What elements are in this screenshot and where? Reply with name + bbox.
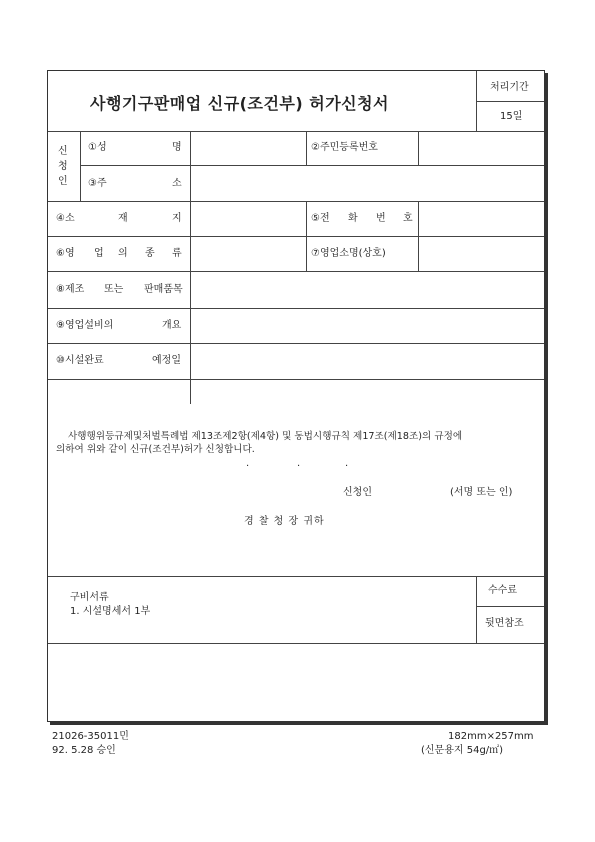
name-input-cell[interactable] (191, 132, 305, 165)
application-form (47, 70, 545, 722)
facility-label: ⑨영업설비의 (56, 320, 114, 331)
divider (476, 101, 544, 102)
items-label-end: 판매품목 (144, 284, 183, 295)
processing-period-value: 15일 (500, 111, 523, 122)
items-label: ⑧제조 (56, 284, 85, 295)
completion-label-end: 예정일 (152, 355, 181, 366)
completion-input-cell[interactable] (191, 344, 543, 379)
business-name-input-cell[interactable] (419, 237, 543, 271)
documents-item-1: 1. 시설명세서 1부 (70, 606, 151, 617)
business-type-label-4: 종 (145, 248, 155, 259)
phone-label-end: 호 (403, 213, 413, 224)
applicant-group-label-3: 인 (58, 176, 68, 187)
applicant-group-label-2: 청 (58, 161, 68, 172)
divider (80, 131, 81, 201)
facility-input-cell[interactable] (191, 309, 543, 343)
phone-label: ⑤전 (311, 213, 330, 224)
location-input-cell[interactable] (191, 202, 305, 236)
recipient: 경 찰 청 장 귀하 (244, 516, 325, 527)
completion-label: ⑩시설완료 (56, 355, 104, 366)
items-input-cell[interactable] (191, 272, 543, 307)
location-label-end: 지 (172, 213, 182, 224)
address-label-end: 소 (172, 178, 182, 189)
resident-no-label: ②주민등록번호 (311, 142, 378, 153)
divider (48, 643, 544, 644)
resident-no-input-cell[interactable] (419, 132, 543, 165)
business-type-label-3: 의 (118, 248, 128, 259)
divider (306, 131, 307, 165)
business-type-label-5: 류 (172, 248, 182, 259)
phone-label-mid2: 번 (376, 213, 386, 224)
signature-note: (서명 또는 인) (450, 487, 513, 498)
business-type-label: ⑥영 (56, 248, 75, 259)
paper-size: 182mm×257mm (448, 731, 534, 742)
phone-input-cell[interactable] (419, 202, 543, 236)
facility-label-end: 개요 (162, 320, 182, 331)
date-dot-year: . (246, 458, 250, 469)
location-label-mid: 재 (118, 213, 128, 224)
business-type-input-cell[interactable] (191, 237, 305, 271)
address-label: ③주 (88, 178, 107, 189)
form-title: 사행기구판매업 신규(조건부) 허가신청서 (90, 94, 390, 113)
phone-label-mid: 화 (348, 213, 358, 224)
name-label: ①성 (88, 142, 107, 153)
documents-heading: 구비서류 (70, 592, 109, 603)
divider (48, 379, 544, 380)
divider (48, 576, 544, 577)
date-dot-day: . (345, 458, 349, 469)
location-label: ④소 (56, 213, 75, 224)
statement-line-2: 의하여 위와 같이 신규(조건부)허가 신청합니다. (56, 444, 255, 455)
name-label-end: 명 (172, 142, 182, 153)
divider (476, 576, 477, 643)
statement-line-1: 사행행위등규제및처벌특례법 제13조제2항(제4항) 및 동법시행규칙 제17조(제18조)의 규정에 (68, 431, 463, 442)
paper-type: (신문용지 54g/㎡) (421, 745, 504, 756)
business-name-label: ⑦영업소명(상호) (311, 248, 386, 259)
processing-period-label: 처리기간 (490, 82, 529, 93)
applicant-group-label-1: 신 (58, 146, 68, 157)
items-label-mid: 또는 (104, 284, 124, 295)
divider (476, 606, 544, 607)
applicant-signature-label: 신청인 (343, 487, 372, 498)
date-dot-month: . (297, 458, 301, 469)
fee-label: 수수료 (488, 585, 517, 596)
address-input-cell[interactable] (191, 166, 543, 200)
fee-note: 뒷면참조 (485, 618, 524, 629)
form-number: 21026-35011민 (52, 731, 129, 742)
business-type-label-2: 업 (94, 248, 104, 259)
approval-date: 92. 5.28 승인 (52, 745, 116, 756)
